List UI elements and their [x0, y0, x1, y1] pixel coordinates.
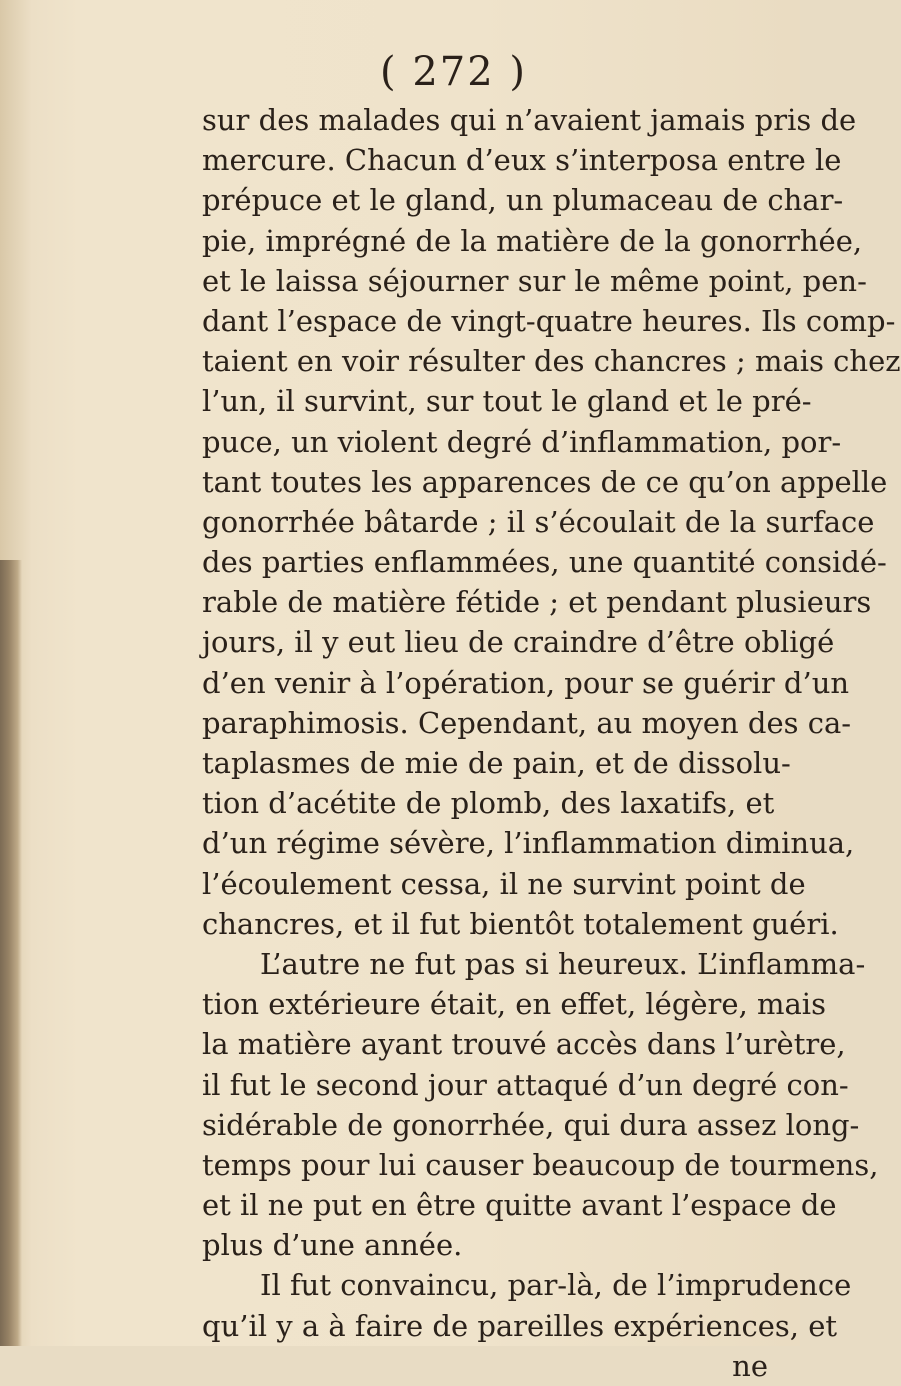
text-line: paraphimosis. Cependant, au moyen des ca-: [202, 705, 852, 740]
text-line: d’en venir à l’opération, pour se guérir d’un: [202, 665, 850, 700]
text-line: sur des malades qui n’avaient jamais pris de: [202, 103, 857, 137]
catchword: ne: [732, 1348, 768, 1383]
text-line: prépuce et le gland, un plumaceau de char-: [202, 183, 844, 218]
text-line: taient en voir résulter des chancres ; mais chez: [202, 344, 901, 379]
text-line: gonorrhée bâtarde ; il s’écoulait de la surface: [202, 504, 875, 539]
text-line: puce, un violent degré d’inflammation, por-: [202, 424, 842, 459]
text-line: jours, il y eut lieu de craindre d’être obligé: [202, 625, 835, 660]
text-line: dant l’espace de vingt-quatre heures. Ils comp-: [202, 303, 896, 338]
page-number: ( 272 ): [380, 49, 527, 95]
paragraph-start-line: L’autre ne fut pas si heureux. L’inflamma-: [260, 946, 866, 981]
text-line: qu’il y a à faire de pareilles expériences, et: [202, 1308, 838, 1343]
text-line: chancres, et il fut bientôt totalement guéri.: [202, 906, 839, 941]
page-binding-edge: [0, 560, 22, 1346]
text-line: pie, imprégné de la matière de la gonorrhée,: [202, 223, 863, 258]
text-line: l’un, il survint, sur tout le gland et le pré-: [202, 384, 812, 419]
text-line: et le laissa séjourner sur le même point, pen-: [202, 263, 867, 298]
paragraph-start-line: Il fut convaincu, par-là, de l’imprudence: [260, 1268, 852, 1303]
text-line: il fut le second jour attaqué d’un degré con-: [202, 1067, 849, 1102]
text-line: sidérable de gonorrhée, qui dura assez long-: [202, 1107, 860, 1142]
body-text: [202, 100, 901, 1386]
text-line: d’un régime sévère, l’inflammation diminua,: [202, 826, 855, 861]
text-line: mercure. Chacun d’eux s’interposa entre le: [202, 143, 842, 178]
text-line: taplasmes de mie de pain, et de dissolu-: [202, 746, 791, 780]
text-line: tion d’acétite de plomb, des laxatifs, et: [202, 786, 775, 821]
text-line: des parties enflammées, une quantité considé-: [202, 545, 887, 580]
text-line: tant toutes les apparences de ce qu’on appelle: [202, 464, 888, 499]
text-line: plus d’une année.: [202, 1228, 463, 1263]
text-line: tion extérieure était, en effet, légère, mais: [202, 987, 826, 1022]
text-line: la matière ayant trouvé accès dans l’urètre,: [202, 1027, 846, 1062]
text-line: l’écoulement cessa, il ne survint point de: [202, 866, 806, 901]
text-line: rable de matière fétide ; et pendant plusieurs: [202, 585, 872, 620]
text-line: et il ne put en être quitte avant l’espace de: [202, 1188, 837, 1223]
text-line: temps pour lui causer beaucoup de tourmens,: [202, 1147, 879, 1182]
